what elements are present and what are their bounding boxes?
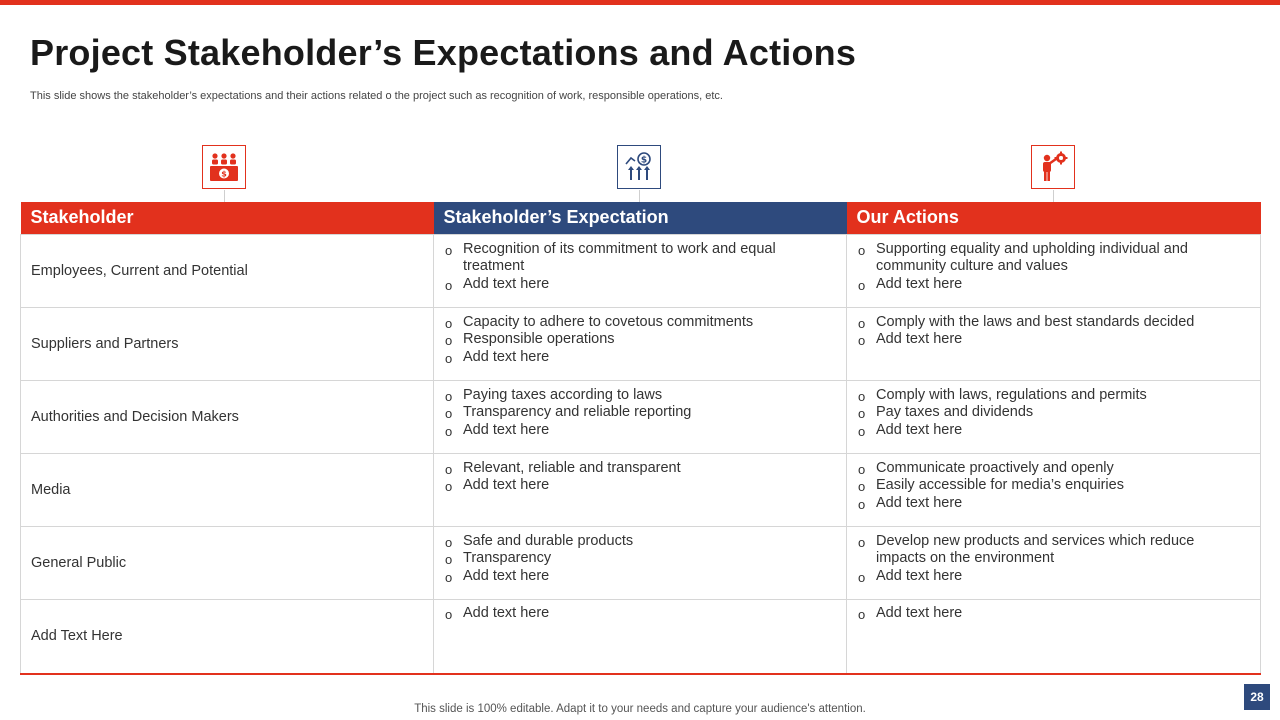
top-accent-bar: [0, 0, 1280, 5]
list-item: o Add text here: [858, 422, 1245, 440]
stakeholder-cell: Suppliers and Partners: [21, 307, 434, 380]
expectation-cell: [434, 380, 847, 453]
list-item: o Safe and durable products: [445, 533, 831, 551]
list-item: o Develop new products and services which reduce impacts on the environment: [858, 533, 1245, 568]
action-cell: [847, 599, 1261, 674]
list-item: o Paying taxes according to laws: [445, 387, 831, 405]
expectation-cell: [434, 234, 847, 307]
svg-text:$: $: [640, 155, 648, 166]
action-cell: [847, 234, 1261, 307]
footer-note: This slide is 100% editable. Adapt it to your needs and capture your audience's attention.: [414, 703, 866, 715]
stakeholder-cell: Add Text Here: [21, 599, 434, 674]
table-row: [21, 526, 1261, 599]
header-expectation: Stakeholder’s Expectation: [434, 202, 847, 234]
table-row: [21, 307, 1261, 380]
stakeholder-cell: Employees, Current and Potential: [21, 234, 434, 307]
action-cell: [847, 453, 1261, 526]
action-cell: [847, 526, 1261, 599]
list-item: o Add text here: [858, 495, 1245, 513]
expectation-cell: [434, 599, 847, 674]
list-item: o Responsible operations: [445, 331, 831, 349]
stakeholder-cell: Media: [21, 453, 434, 526]
list-item: o Add text here: [858, 568, 1245, 586]
action-cell: [847, 307, 1261, 380]
list-item: o Capacity to adhere to covetous commitments: [445, 314, 831, 332]
list-item: o Supporting equality and upholding individual and community culture and values: [858, 241, 1245, 276]
list-item: o Pay taxes and dividends: [858, 404, 1245, 422]
list-item: o Communicate proactively and openly: [858, 460, 1245, 478]
list-item: o Add text here: [445, 477, 831, 495]
people-money-icon: [202, 145, 246, 189]
money-growth-icon: [617, 145, 661, 189]
table-row: [21, 234, 1261, 307]
page-number: 28: [1244, 684, 1270, 710]
icon-connector: [224, 190, 225, 202]
list-item: o Add text here: [858, 605, 1245, 623]
icon-connector: [1053, 190, 1054, 202]
list-item: o Easily accessible for media’s enquiries: [858, 477, 1245, 495]
action-cell: [847, 380, 1261, 453]
slide-title: Project Stakeholder’s Expectations and Actions: [30, 32, 857, 73]
list-item: o Transparency: [445, 550, 831, 568]
list-item: o Recognition of its commitment to work and equal treatment: [445, 241, 831, 276]
header-actions: Our Actions: [847, 202, 1261, 234]
list-item: o Add text here: [445, 568, 831, 586]
expectation-cell: [434, 453, 847, 526]
person-gear-icon: [1031, 145, 1075, 189]
list-item: o Add text here: [858, 276, 1245, 294]
stakeholder-cell: General Public: [21, 526, 434, 599]
stakeholder-cell: Authorities and Decision Makers: [21, 380, 434, 453]
header-stakeholder: Stakeholder: [21, 202, 434, 234]
expectation-cell: [434, 307, 847, 380]
list-item: o Add text here: [858, 331, 1245, 349]
table-row: [21, 380, 1261, 453]
list-item: o Transparency and reliable reporting: [445, 404, 831, 422]
icon-connector: [639, 190, 640, 202]
slide-subtitle: This slide shows the stakeholder’s expectations and their actions related o the project such as recognition of work, responsible operations, etc.: [30, 90, 723, 102]
list-item: o Add text here: [445, 276, 831, 294]
list-item: o Add text here: [445, 349, 831, 367]
list-item: o Relevant, reliable and transparent: [445, 460, 831, 478]
list-item: o Comply with the laws and best standards decided: [858, 314, 1245, 332]
list-item: o Comply with laws, regulations and permits: [858, 387, 1245, 405]
list-item: o Add text here: [445, 422, 831, 440]
table-row: [21, 453, 1261, 526]
svg-text:$: $: [221, 169, 227, 179]
list-item: o Add text here: [445, 605, 831, 623]
table-row: [21, 599, 1261, 674]
expectation-cell: [434, 526, 847, 599]
stakeholder-table: [20, 202, 1261, 675]
